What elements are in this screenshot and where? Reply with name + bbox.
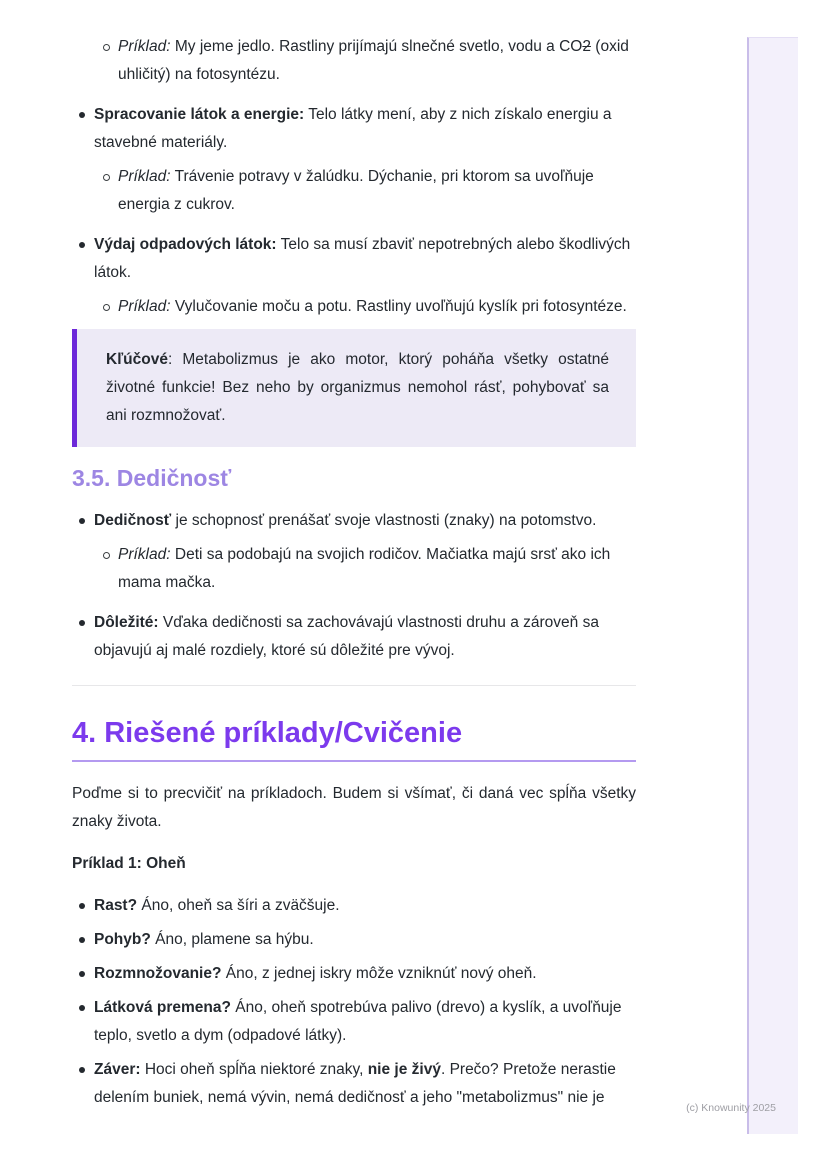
- co2-strikethrough-digit: 2: [582, 38, 591, 55]
- bullet-text: Dôležité: Vďaka dedičnosti sa zachovávajú vlastnosti druhu a zároveň sa objavujú aj malé rozdiely, ktoré sú dôležité pre vývoj.: [94, 614, 599, 659]
- list-item-movement: [72, 926, 636, 954]
- bullet-dot-icon: [79, 1067, 85, 1073]
- example-label: Príklad:: [118, 38, 171, 55]
- list-item-growth: [72, 892, 636, 920]
- bullet-dot-icon: [79, 971, 85, 977]
- list-item-reproduction: [72, 960, 636, 988]
- key-callout: Kľúčové: Metabolizmus je ako motor, ktorý poháňa všetky ostatné životné funkcie! Bez neho by organizmus nemohol rásť, pohybovať sa ani rozmnožovať.: [72, 329, 636, 447]
- section-heading-heredity: 3.5. Dedičnosť: [72, 465, 232, 491]
- example-label: Príklad:: [118, 546, 171, 563]
- bullet-text: Dedičnosť je schopnosť prenášať svoje vlastnosti (znaky) na potomstvo.: [94, 512, 597, 529]
- bullet-dot-icon: [79, 903, 85, 909]
- bullet-text: Pohyb? Áno, plamene sa hýbu.: [94, 931, 314, 948]
- bullet-dot-icon: [79, 620, 85, 626]
- bullet-text: Rast? Áno, oheň sa šíri a zväčšuje.: [94, 897, 340, 914]
- circle-bullet-icon: [103, 552, 110, 559]
- bullet-text: Spracovanie látok a energie: Telo látky mení, aby z nich získalo energiu a stavebné materiály.: [94, 106, 612, 151]
- bullet-text: Látková premena? Áno, oheň spotrebúva palivo (drevo) a kyslík, a uvoľňuje teplo, svetlo a dym (odpadové látky).: [94, 999, 622, 1044]
- callout-text: Metabolizmus je ako motor, ktorý poháňa všetky ostatné životné funkcie! Bez neho by organizmus nemohol rásť, pohybovať sa ani rozmnožovať.: [106, 351, 609, 424]
- bullet-text: Výdaj odpadových látok: Telo sa musí zbaviť nepotrebných alebo škodlivých látok.: [94, 236, 631, 281]
- copyright-notice: (c) Knowunity 2025: [686, 1102, 776, 1114]
- bullet-text: Rozmnožovanie? Áno, z jednej iskry môže vzniknúť nový oheň.: [94, 965, 537, 982]
- example-text: Príklad: Vylučovanie moču a potu. Rastliny uvoľňujú kyslík pri fotosyntéze.: [118, 298, 627, 315]
- exercises-intro: Poďme si to precvičiť na príkladoch. Budem si všímať, či daná vec spĺňa všetky znaky života.: [72, 785, 636, 830]
- list-item-waste-example: [72, 293, 636, 321]
- circle-bullet-icon: [103, 44, 110, 51]
- circle-bullet-icon: [103, 174, 110, 181]
- list-item-processing-example: [72, 163, 636, 219]
- list-item-waste: [72, 231, 636, 287]
- list-item-heredity-example: [72, 541, 636, 597]
- list-item-intake-example: [72, 33, 636, 89]
- section-divider: [72, 685, 636, 686]
- example-text: Príklad: Deti sa podobajú na svojich rodičov. Mačiatka majú srsť ako ich mama mačka.: [118, 546, 611, 591]
- example-text: Príklad: Trávenie potravy v žalúdku. Dýchanie, pri ktorom sa uvoľňuje energia z cukrov.: [118, 168, 594, 213]
- list-item-heredity-definition: [72, 507, 636, 535]
- next-page-edge: [747, 37, 798, 1134]
- bullet-dot-icon: [79, 518, 85, 524]
- bullet-text: Záver: Hoci oheň spĺňa niektoré znaky, nie je živý. Prečo? Pretože nerastie delením buniek, nemá vývin, nemá dedičnosť a jeho "metabolizmus" nie je: [94, 1061, 616, 1106]
- circle-bullet-icon: [103, 304, 110, 311]
- conclusion-emphasis: nie je živý: [367, 1061, 441, 1078]
- fire-checks-list: [72, 892, 636, 1112]
- example-text: Príklad: My jeme jedlo. Rastliny prijímajú slnečné svetlo, vodu a CO2 (oxid uhličitý) na fotosyntézu.: [118, 38, 629, 83]
- example-label: Príklad:: [118, 168, 171, 185]
- section-heading-exercises: 4. Riešené príklady/Cvičenie: [72, 716, 636, 762]
- bullet-dot-icon: [79, 1005, 85, 1011]
- bullet-dot-icon: [79, 112, 85, 118]
- list-item-heredity-important: [72, 609, 636, 665]
- callout-label: Kľúčové: [106, 351, 168, 368]
- list-item-metabolism-check: [72, 994, 636, 1050]
- example-1-title: Príklad 1: Oheň: [72, 855, 186, 872]
- document-content: [72, 33, 636, 1118]
- bullet-dot-icon: [79, 242, 85, 248]
- bullet-dot-icon: [79, 937, 85, 943]
- example-label: Príklad:: [118, 298, 171, 315]
- list-item-conclusion: [72, 1056, 636, 1112]
- list-item-processing: [72, 101, 636, 157]
